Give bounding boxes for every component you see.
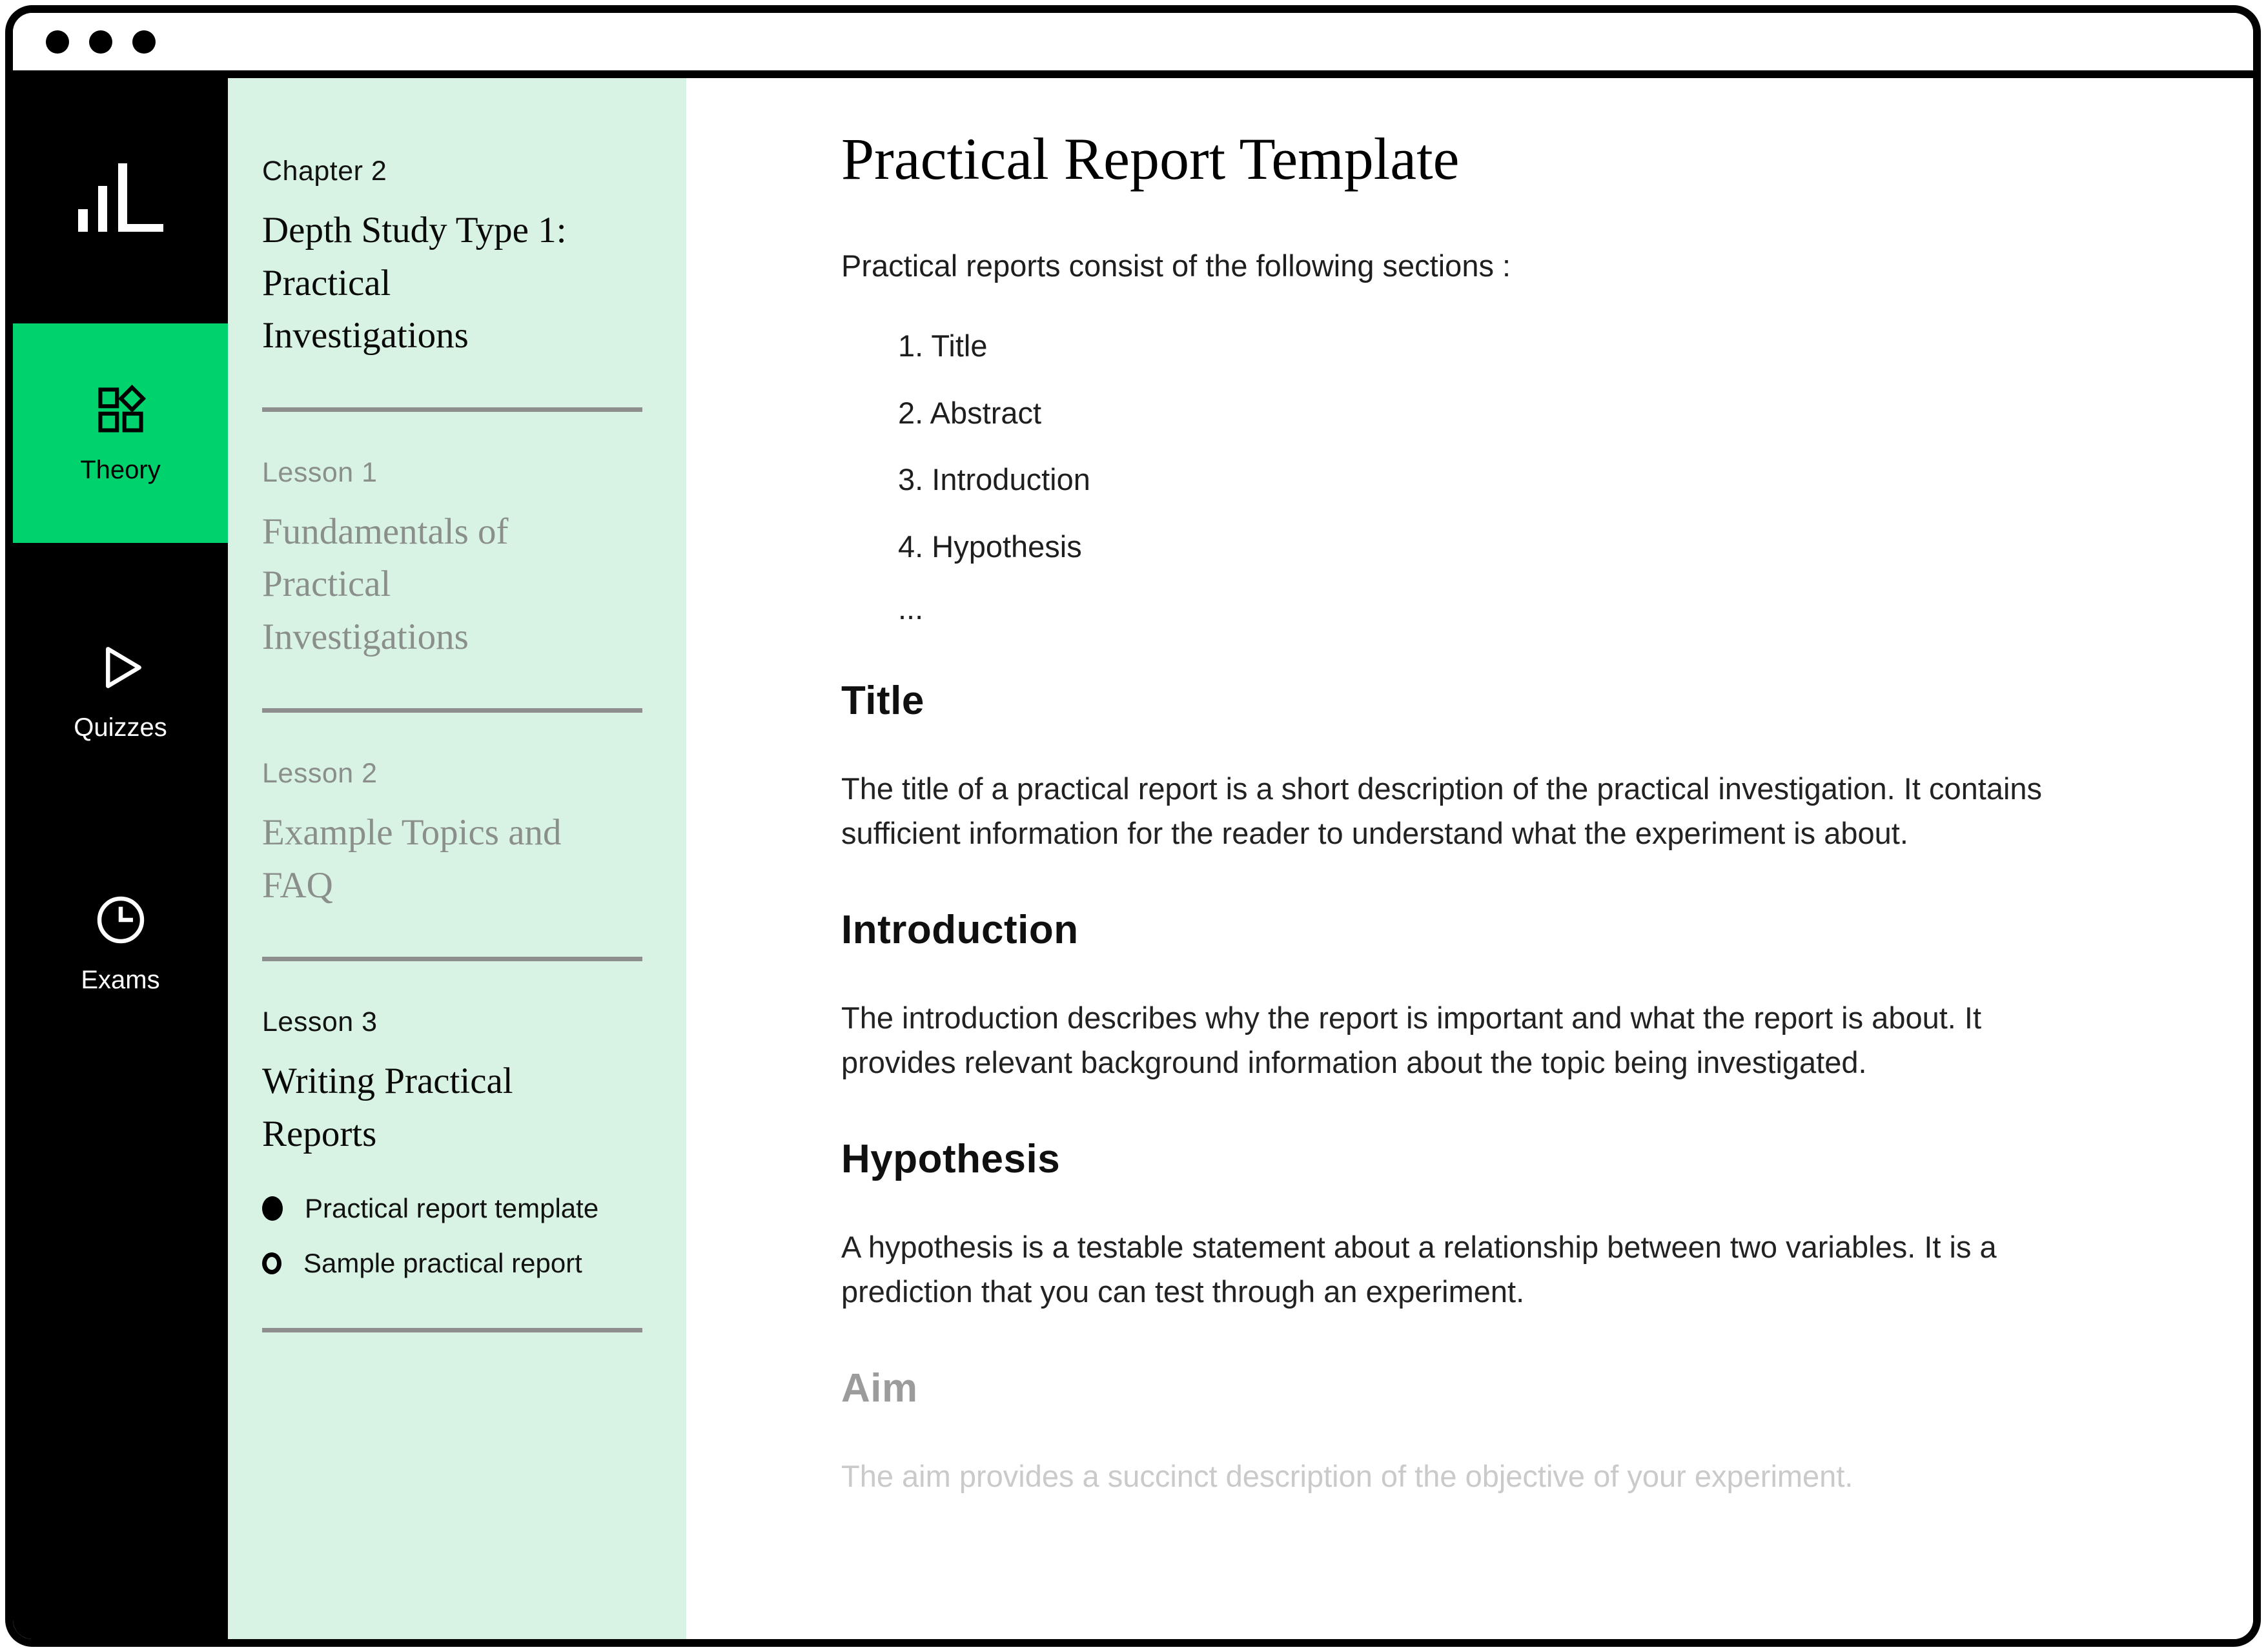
sidebar-item-label: Theory	[80, 455, 161, 484]
lesson-title: Writing Practical Reports	[262, 1061, 513, 1154]
section-heading: Aim	[841, 1366, 918, 1411]
sidebar-item-quizzes[interactable]	[13, 640, 228, 742]
radio-selected-icon	[262, 1196, 283, 1221]
section-body: A hypothesis is a testable statement about a relationship between two variables. It is a prediction that you can test through an experiment.	[841, 1230, 1997, 1309]
sidebar-item-theory[interactable]	[13, 323, 228, 543]
page-title: Practical Report Template	[841, 126, 1460, 192]
sidebar-divider	[262, 957, 642, 961]
app-window	[5, 5, 2261, 1647]
topic-item-practical-report-template[interactable]	[262, 1190, 642, 1228]
section-title	[841, 678, 2189, 855]
sidebar-item-label: Exams	[81, 966, 160, 994]
lesson-label: Lesson 2	[262, 758, 378, 789]
lesson-label: Lesson 1	[262, 456, 378, 488]
section-aim	[841, 1365, 2189, 1498]
list-item: 3. Introduction	[898, 462, 1090, 496]
sidebar-divider	[262, 1328, 642, 1332]
intro-text: Practical reports consist of the following sections :	[841, 249, 1511, 283]
window-body	[13, 78, 2253, 1639]
sidebar-item-label: Quizzes	[74, 713, 167, 742]
sidebar-divider	[262, 407, 642, 412]
lesson-item-2[interactable]	[262, 758, 642, 912]
radio-unselected-icon	[262, 1252, 281, 1274]
topic-label: Sample practical report	[303, 1247, 582, 1278]
topic-label: Practical report template	[305, 1193, 599, 1223]
list-ellipsis: ...	[898, 591, 924, 626]
lesson-item-1[interactable]	[262, 457, 642, 664]
report-section-list	[841, 323, 2189, 569]
chapter-header	[262, 156, 642, 362]
content-area[interactable]	[686, 78, 2253, 1639]
section-heading: Introduction	[841, 908, 1079, 953]
window-dot-icon[interactable]	[46, 30, 69, 54]
section-introduction	[841, 907, 2189, 1085]
section-body: The introduction describes why the report is important and what the report is about. It provides relevant background information about the topic being investigated.	[841, 1001, 1982, 1080]
section-heading: Title	[841, 678, 924, 723]
window-dot-icon[interactable]	[89, 30, 112, 54]
window-titlebar	[13, 13, 2253, 78]
play-icon	[93, 640, 148, 695]
lesson-title: Fundamentals of Practical Investigations	[262, 511, 509, 657]
widgets-icon	[93, 382, 148, 438]
window-dot-icon[interactable]	[132, 30, 156, 54]
clock-icon	[93, 892, 148, 948]
list-item: 1. Title	[898, 329, 988, 363]
lesson-label: Lesson 3	[262, 1006, 378, 1037]
lesson-title: Example Topics and FAQ	[262, 812, 562, 906]
topic-item-sample-practical-report[interactable]	[262, 1245, 642, 1283]
section-heading: Hypothesis	[841, 1137, 1061, 1182]
section-hypothesis	[841, 1136, 2189, 1314]
lesson-topic-list	[262, 1190, 642, 1283]
sidebar-divider	[262, 708, 642, 713]
chapter-title: Depth Study Type 1: Practical Investigations	[262, 210, 567, 356]
section-body: The title of a practical report is a short description of the practical investigation. It contains sufficient information for the reader to understand what the experiment is about.	[841, 771, 2043, 851]
list-item: 4. Hypothesis	[898, 529, 1082, 564]
bar-chart-logo-icon	[78, 163, 163, 232]
lesson-sidebar	[228, 78, 686, 1639]
chapter-label: Chapter 2	[262, 156, 387, 187]
list-item: 2. Abstract	[898, 395, 1042, 430]
sidebar-item-exams[interactable]	[13, 892, 228, 995]
section-body: The aim provides a succinct description of the objective of your experiment.	[841, 1459, 1853, 1494]
lesson-item-3[interactable]	[262, 1006, 642, 1283]
app-sidebar	[13, 78, 228, 1639]
